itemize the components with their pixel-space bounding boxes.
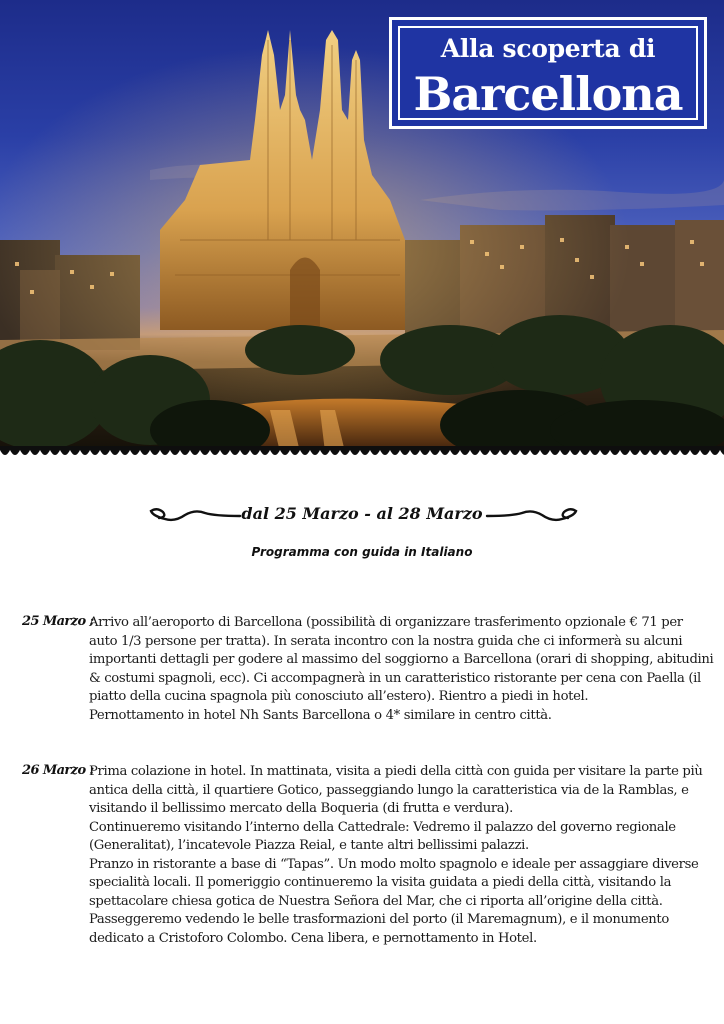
day-paragraph: Pranzo in ristorante a base di “Tapas”. Un modo molto spagnolo e ideale per assaggiare diverse specialità locali. Il pomeriggio continueremo la visita guidata a piedi della città, visitando la spettacolare chiesa gotica de Nuestra Señora del Mar, che ci riporta all’origine della città. — [89, 856, 699, 909]
day-paragraph: Arrivo all’aeroporto di Barcellona (possibilità di organizzare trasferimento opzionale € 71 per auto 1/3 persone per tratta). In serata incontro con la nostra guida che ci informerà su alcuni importanti dettagli per godere al massimo del soggiorno a Barcellona (orari di shopping, abitudini & costumi spagnoli, ecc). Ci accompagnerà in un caratteristico ristorante per cena con Paella (il piatto della cucina spagnola più conosciuto all’estero). Rientro a piedi in hotel. — [89, 615, 714, 704]
title-frame — [398, 26, 698, 120]
scalloped-border — [0, 446, 724, 460]
title-city: Barcellona — [413, 67, 683, 121]
day-paragraph: Continueremo visitando l’interno della Cattedrale: Vedremo il palazzo del governo regionale (Generalitat), l’incatevole Piazza Reial, e tante altri bellissimi palazzi. — [89, 819, 676, 853]
title-box — [389, 17, 707, 129]
day-paragraph: Prima colazione in hotel. In mattinata, visita a piedi della città con guida per visitare la parte più antica della città, il quartiere Gotico, passeggiando lungo la caratteristica via de la Ramblas, e visitando il bellissimo mercato della Boqueria (di frutta e verdura). — [89, 764, 703, 816]
day-label: 26 Marzo : — [22, 763, 94, 778]
hero-photo — [0, 0, 724, 452]
title-line-1: Alla scoperta di — [440, 34, 656, 63]
programme-subtitle: Programma con guida in Italiano — [251, 545, 473, 559]
day-description — [89, 763, 714, 948]
dates-header — [0, 500, 724, 530]
day-paragraph: Passeggeremo vedendo le belle trasformazioni del porto (il Maremagnum), e il monumento dedicato a Cristoforo Colombo. Cena libera, e pernottamento in Hotel. — [89, 912, 669, 946]
day-label: 25 Marzo : — [22, 614, 94, 629]
day-paragraph: Pernottamento in hotel Nh Sants Barcellona o 4* similare in centro città. — [89, 707, 552, 723]
swirl-ornament-right-icon — [482, 505, 582, 527]
day-description — [89, 614, 714, 725]
trip-dates: dal 25 Marzo - al 28 Marzo — [241, 504, 483, 523]
